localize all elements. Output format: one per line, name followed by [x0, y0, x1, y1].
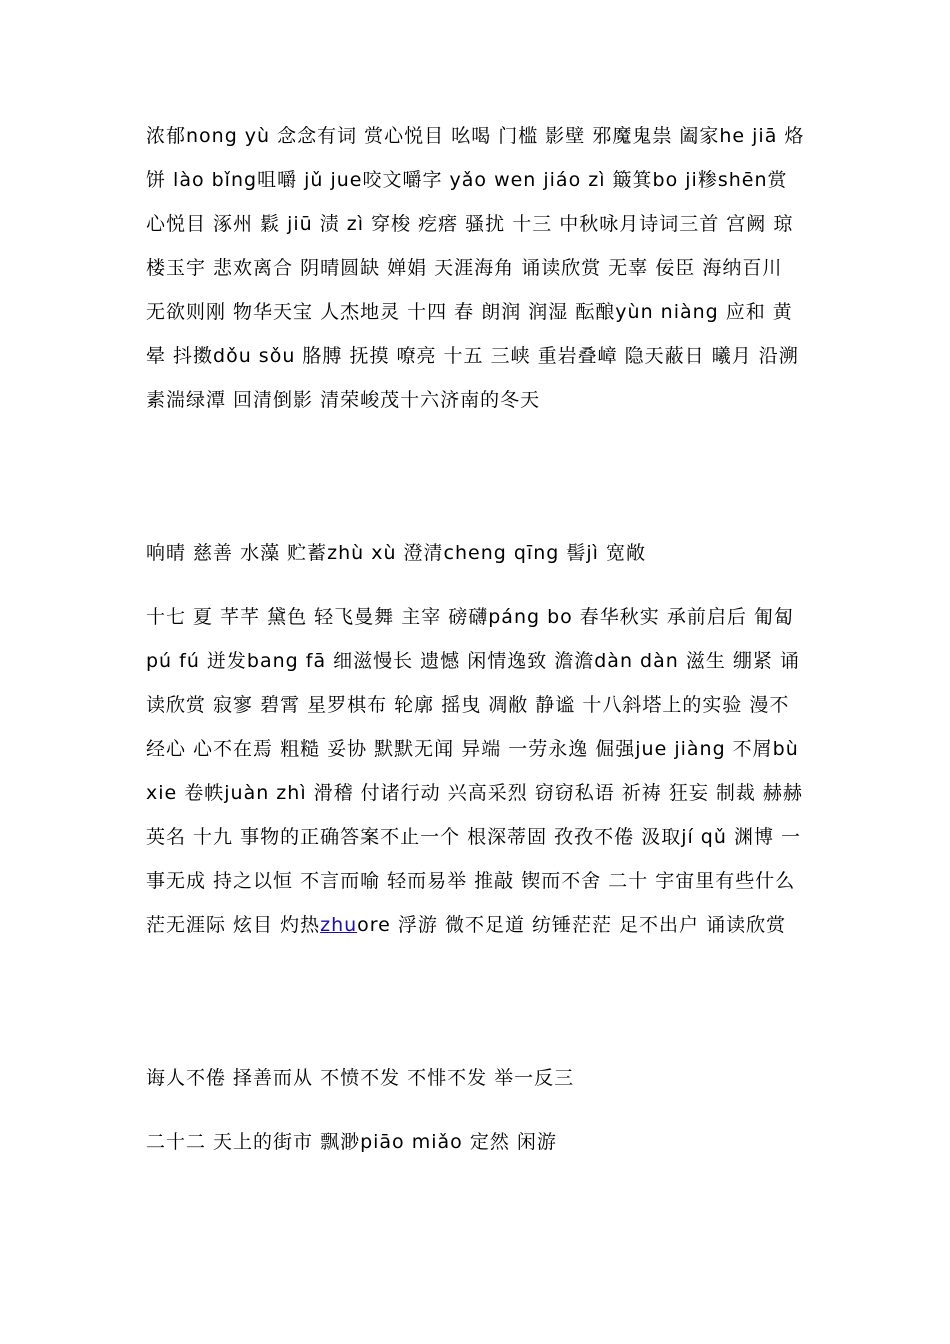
paragraph-vocabulary-16: 响晴 慈善 水藻 贮蓄zhù xù 澄清cheng qīng 髻jì 宽敞 — [146, 542, 646, 564]
zhuore-link[interactable]: zhu — [320, 914, 358, 936]
paragraph-text: 十七 夏 芊芊 黛色 轻飞曼舞 主宰 磅礴páng bo 春华秋实 承前启后 匍匐pú fú 迸发bang fā 细滋慢长 遗憾 闲情逸致 澹澹dàn dàn 滋生 绷紧 诵读欣赏 寂寥 碧霄 星罗棋布 轮廓 摇曳 凋敝 静谧 十八斜塔上的实验 漫不经心 心不在焉 粗糙 妥协 默默无闻 异端 一劳永逸 倔强jue jiàng 不屑bù xie 卷帙juàn zhì 滑稽 付诸行动 兴高采烈 窃窃私语 祈祷 狂妄 制裁 赫赫英名 十九 事物的正确答案不止一个 根深蒂固 孜孜不倦 汲取jí qǔ 渊博 一事无成 持之以恒 不言而喻 轻而易举 推敲 锲而不舍 二十 宇宙里有些什么 茫无涯际 炫目 灼热 — [146, 606, 803, 936]
paragraph-vocabulary-17-20 — [146, 595, 806, 947]
paragraph-vocabulary-22: 二十二 天上的街市 飘渺piāo miǎo 定然 闲游 — [146, 1131, 557, 1153]
paragraph-vocabulary-12-16: 浓郁nong yù 念念有词 赏心悦目 吆喝 门槛 影壁 邪魔鬼祟 阖家he jiā 烙饼 lào bǐng咀嚼 jǔ jue咬文嚼字 yǎo wen jiáo zì 簸箕bo ji糁shēn赏心悦目 涿州 鬏 jiū 渍 zì 穿梭 疙瘩 骚扰 十三 中秋咏月诗词三首 宫阙 琼楼玉宇 悲欢离合 阴晴圆缺 婵娟 天涯海角 诵读欣赏 无辜 佞臣 海纳百川 无欲则刚 物华天宝 人杰地灵 十四 春 朗润 润湿 酝酿yùn niàng 应和 黄晕 抖擞dǒu sǒu 胳膊 抚摸 嘹亮 十五 三峡 重岩叠嶂 隐天蔽日 曦月 沿溯 素湍绿潭 回清倒影 清荣峻茂十六济南的冬天 — [146, 125, 805, 411]
paragraph-analects-phrases: 诲人不倦 择善而从 不愤不发 不悱不发 举一反三 — [146, 1067, 575, 1089]
paragraph-text-continued: ore 浮游 微不足道 纺锤茫茫 足不出户 诵读欣赏 — [357, 914, 787, 936]
